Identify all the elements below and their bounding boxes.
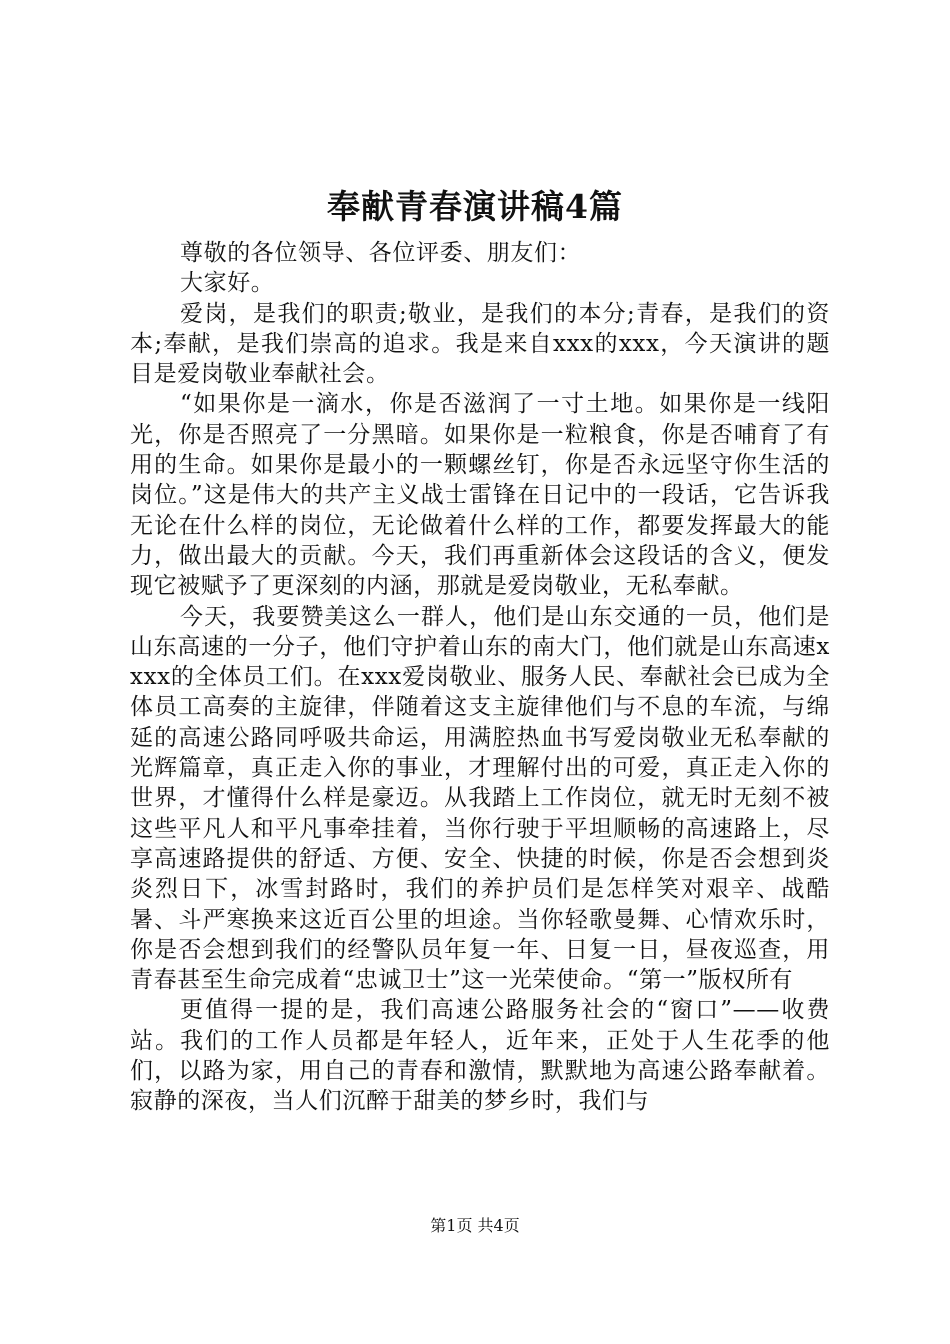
paragraph-toll-station: 更值得一提的是，我们高速公路服务社会的“窗口”——收费站。我们的工作人员都是年轻人，近年来，正处于人生花季的他们，以路为家，用自己的青春和激情，默默地为高速公路奉献着。寂静的深夜，当人们沉醉于甜美的梦乡时，我们与 — [130, 997, 830, 1115]
document-body — [130, 238, 830, 1117]
paragraph-leifeng-quote: “如果你是一滴水，你是否滋润了一寸土地。如果你是一线阳光，你是否照亮了一分黑暗。如果你是一粒粮食，你是否哺育了有用的生命。如果你是最小的一颗螺丝钉，你是否永远坚守你生活的岗位。”这是伟大的共产主义战士雷锋在日记中的一段话，它告诉我无论在什么样的岗位，无论做着什么样的工作，都要发挥最大的能力，做出最大的贡献。今天，我们再重新体会这段话的含义，便发现它被赋予了更深刻的内涵，那就是爱岗敬业，无私奉献。 — [130, 391, 830, 600]
paragraph-greeting: 大家好。 — [180, 270, 275, 297]
paragraph-salutation: 尊敬的各位领导、各位评委、朋友们： — [180, 240, 582, 266]
page-number-footer: 第1页 共4页 — [430, 1216, 520, 1235]
paragraph-intro: 爱岗，是我们的职责;敬业，是我们的本分;青春，是我们的资本;奉献，是我们崇高的追求。我是来自xxx的xxx，今天演讲的题目是爱岗敬业奉献社会。 — [130, 300, 830, 388]
document-title: 奉献青春演讲稿4篇 — [327, 187, 623, 226]
paragraph-staff-praise: 今天，我要赞美这么一群人，他们是山东交通的一员，他们是山东高速的一分子，他们守护着山东的南大门，他们就是山东高速xxxx的全体员工们。在xxx爱岗敬业、服务人民、奉献社会已成为全体员工高奏的主旋律，伴随着这支主旋律他们与不息的车流，与绵延的高速公路同呼吸共命运，用满腔热血书写爱岗敬业无私奉献的光辉篇章，真正走入你的事业，才理解付出的可爱，真正走入你的世界，才懂得什么样是豪迈。从我踏上工作岗位，就无时无刻不被这些平凡人和平凡事牵挂着，当你行驶于平坦顺畅的高速路上，尽享高速路提供的舒适、方便、安全、快捷的时候，你是否会想到炎炎烈日下，冰雪封路时，我们的养护员们是怎样笑对艰辛、战酷暑、斗严寒换来这近百公里的坦途。当你轻歌曼舞、心情欢乐时，你是否会想到我们的经警队员年复一年、日复一日，昼夜巡查，用青春甚至生命完成着“忠诚卫士”这一光荣使命。“第一”版权所有 — [130, 603, 830, 994]
